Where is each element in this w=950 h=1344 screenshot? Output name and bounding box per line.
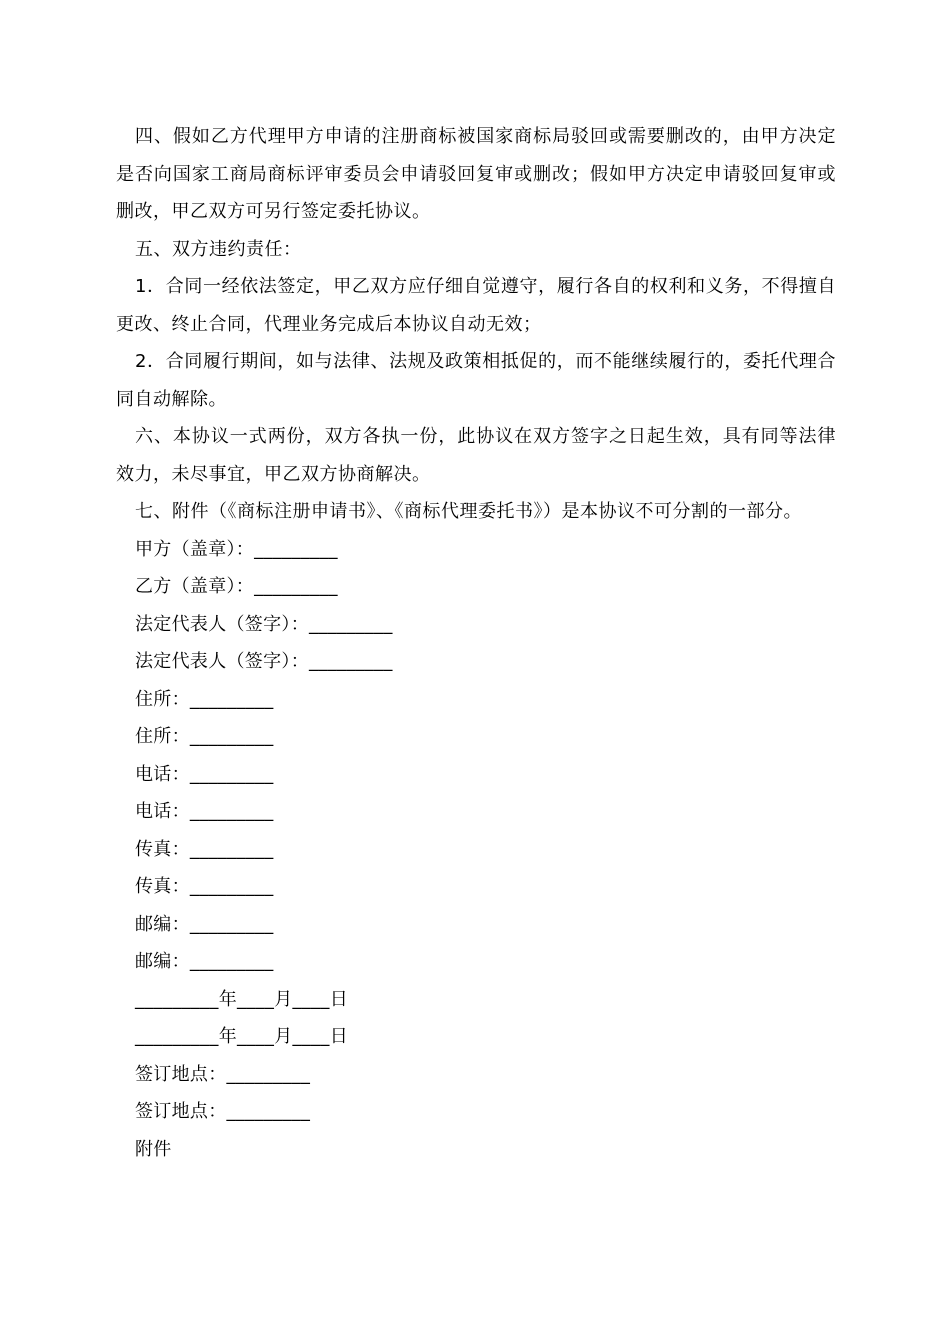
address-a-line: 住所：_________: [135, 688, 274, 710]
phone-b-line: 电话：_________: [135, 801, 274, 822]
attachment-heading: 附件: [135, 1138, 172, 1160]
legal-rep-a-signature-line: 法定代表人（签字）：_________: [135, 613, 393, 635]
document-page: [116, 118, 836, 1168]
date-a-line: _________年____月____日: [135, 988, 348, 1010]
clause-six-paragraph: 六、本协议一式两份，双方各执一份，此协议在双方签字之日起生效，具有同等法律效力，未尽事宜，甲乙双方协商解决。: [116, 426, 836, 485]
fax-a-line: 传真：_________: [135, 838, 274, 860]
clause-five-item-1: 1．合同一经依法签定，甲乙双方应仔细自觉遵守，履行各自的权利和义务，不得擅自更改、终止合同，代理业务完成后本协议自动无效；: [116, 276, 836, 335]
signing-place-b-line: 签订地点：_________: [135, 1101, 311, 1122]
clause-four-paragraph: 四、假如乙方代理甲方申请的注册商标被国家商标局驳回或需要删改的，由甲方决定是否向国家工商局商标评审委员会申请驳回复审或删改；假如甲方决定申请驳回复审或删改，甲乙双方可另行签定委托协议。: [116, 126, 836, 222]
postcode-b-line: 邮编：_________: [135, 951, 274, 972]
clause-five-item-2: 2．合同履行期间，如与法律、法规及政策相抵促的，而不能继续履行的，委托代理合同自动解除。: [116, 351, 836, 410]
date-b-line: _________年____月____日: [135, 1026, 348, 1047]
signing-place-a-line: 签订地点：_________: [135, 1063, 311, 1085]
phone-a-line: 电话：_________: [135, 763, 274, 785]
signature-block: [116, 531, 836, 1169]
postcode-a-line: 邮编：_________: [135, 913, 274, 935]
fax-b-line: 传真：_________: [135, 876, 274, 897]
legal-rep-b-signature-line: 法定代表人（签字）：_________: [135, 651, 393, 672]
party-a-seal-line: 甲方（盖章）：_________: [135, 538, 338, 560]
address-b-line: 住所：_________: [135, 726, 274, 747]
clause-seven-paragraph: 七、附件（《商标注册申请书》、《商标代理委托书》）是本协议不可分割的一部分。: [135, 501, 802, 522]
party-b-seal-line: 乙方（盖章）：_________: [135, 576, 338, 597]
clause-five-heading: 五、双方违约责任：: [135, 238, 302, 260]
